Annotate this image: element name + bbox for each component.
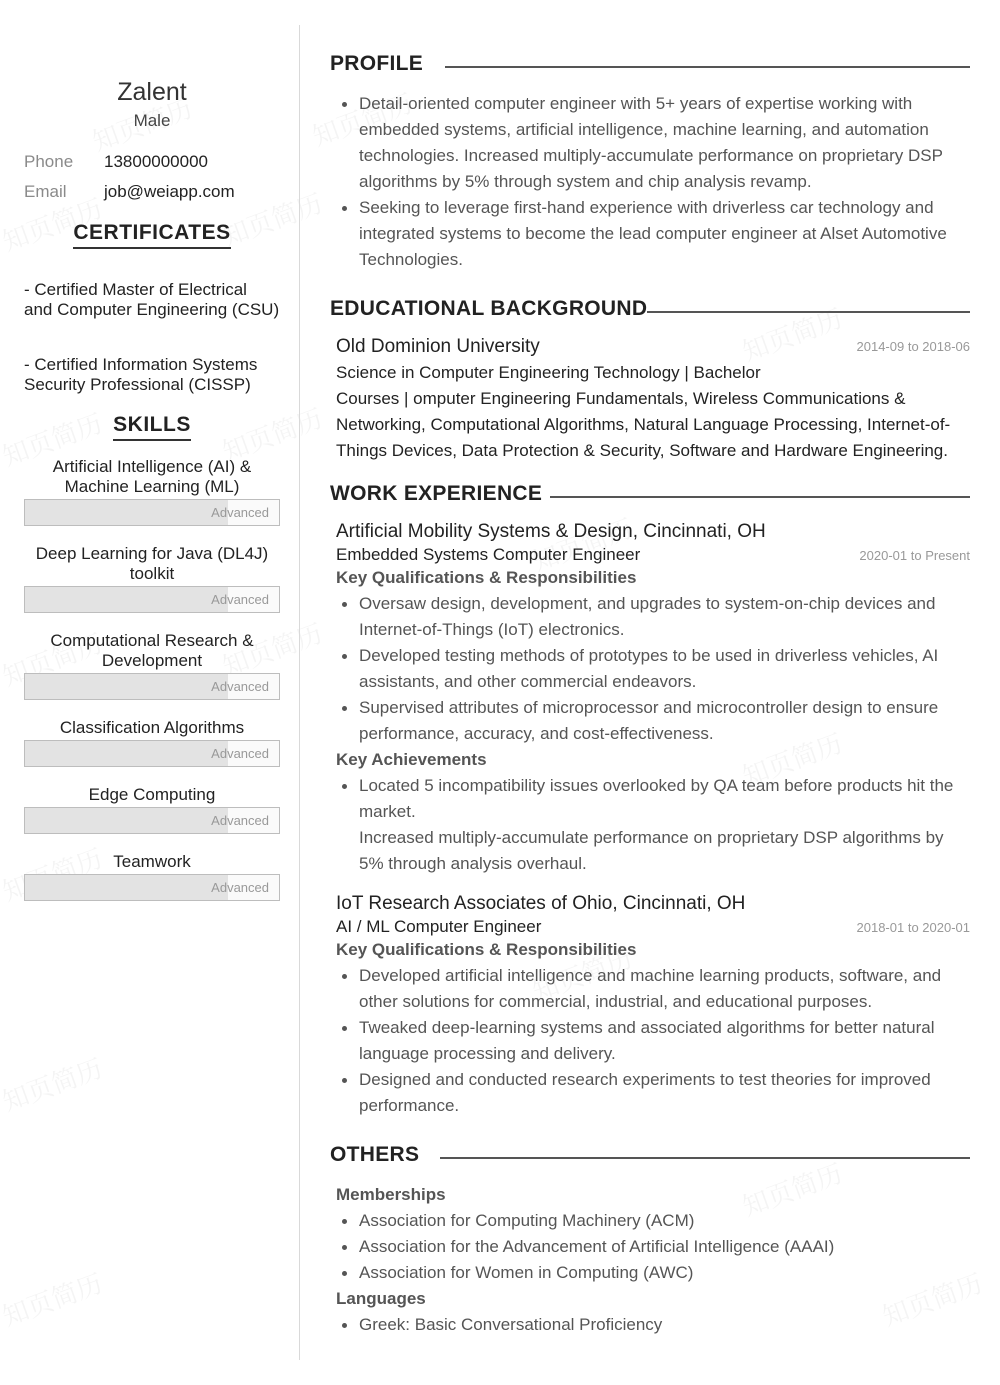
membership-bullet: Association for Women in Computing (AWC)	[336, 1260, 966, 1286]
work-heading: WORK EXPERIENCE	[330, 482, 543, 505]
responsibility-bullet: Oversaw design, development, and upgrades to system-on-chip devices and Internet-of-Things (IoT) electronics.	[336, 591, 966, 643]
certificate-item: - Certified Information Systems Security Professional (CISSP)	[24, 355, 258, 394]
skill-item	[24, 457, 280, 526]
phone-label: Phone	[24, 152, 74, 171]
skills-heading: SKILLS	[24, 412, 280, 441]
job-date: 2020-01 to Present	[859, 548, 970, 563]
responsibility-bullet: Developed testing methods of prototypes to be used in driverless vehicles, AI assistants, and other commercial endeavors.	[336, 643, 966, 695]
memberships-title: Memberships	[336, 1185, 446, 1204]
skill-bar-fill	[25, 587, 228, 612]
skill-item	[24, 544, 280, 613]
achievement-line: Increased multiply-accumulate performance on proprietary DSP algorithms by 5% through analysis overhaul.	[359, 828, 944, 873]
section-rule	[440, 1157, 970, 1159]
skill-item	[24, 631, 280, 700]
skill-bar-fill	[25, 500, 228, 525]
candidate-name: Zalent	[117, 78, 187, 106]
skill-bar-fill	[25, 741, 228, 766]
responsibilities-title: Key Qualifications & Responsibilities	[336, 568, 637, 587]
column-divider	[299, 25, 300, 1360]
section-rule	[445, 66, 970, 68]
skill-level: Advanced	[211, 746, 269, 761]
responsibility-bullet: Developed artificial intelligence and machine learning products, software, and other solutions for commercial, industrial, and educational purposes.	[336, 963, 966, 1015]
skill-bar-fill	[25, 875, 228, 900]
section-rule	[550, 496, 970, 498]
skill-bar-fill	[25, 808, 228, 833]
skill-bar	[24, 740, 280, 767]
section-rule	[645, 311, 970, 313]
education-heading: EDUCATIONAL BACKGROUND	[330, 297, 648, 320]
languages-list	[336, 1312, 966, 1338]
job-role: Embedded Systems Computer Engineer	[336, 545, 641, 564]
certificates-heading: CERTIFICATES	[24, 220, 280, 249]
job-company: IoT Research Associates of Ohio, Cincinnati, OH	[336, 893, 746, 914]
degree: Science in Computer Engineering Technology | Bachelor	[336, 363, 761, 382]
skill-level: Advanced	[211, 679, 269, 694]
skill-level: Advanced	[211, 592, 269, 607]
responsibilities-title: Key Qualifications & Responsibilities	[336, 940, 637, 959]
email-value: job@weiapp.com	[104, 182, 235, 201]
skill-name: Edge Computing	[88, 785, 216, 804]
membership-bullet: Association for Computing Machinery (ACM)	[336, 1208, 966, 1234]
others-heading: OTHERS	[330, 1143, 420, 1166]
skill-name: Classification Algorithms	[59, 718, 245, 737]
skill-bar	[24, 673, 280, 700]
membership-bullet: Association for the Advancement of Artificial Intelligence (AAAI)	[336, 1234, 966, 1260]
profile-bullet: Seeking to leverage first-hand experience with driverless car technology and integrated systems to become the lead computer engineer at Alset Automotive Technologies.	[336, 195, 966, 273]
responsibilities-list	[336, 591, 966, 747]
achievement-bullet: Located 5 incompatibility issues overlooked by QA team before products hit the market.	[336, 773, 966, 825]
watermark	[737, 298, 847, 368]
skill-item	[24, 852, 280, 901]
achievements-title: Key Achievements	[336, 750, 487, 769]
achievements-list	[336, 773, 966, 877]
skill-bar	[24, 874, 280, 901]
skill-name: Teamwork	[113, 852, 191, 871]
skill-item	[24, 718, 280, 767]
languages-title: Languages	[336, 1289, 426, 1308]
skill-bar	[24, 499, 280, 526]
email-label: Email	[24, 182, 67, 201]
profile-list	[336, 91, 966, 273]
job-company: Artificial Mobility Systems & Design, Cincinnati, OH	[336, 521, 766, 542]
responsibility-bullet: Supervised attributes of microprocessor and microcontroller design to ensure performance, accuracy, and cost-effectiveness.	[336, 695, 966, 747]
skill-bar	[24, 586, 280, 613]
skill-name: Deep Learning for Java (DL4J) toolkit	[35, 544, 269, 583]
phone-value: 13800000000	[104, 152, 209, 171]
job-role: AI / ML Computer Engineer	[336, 917, 542, 936]
skill-item	[24, 785, 280, 834]
sidebar	[0, 0, 300, 1385]
responsibility-bullet: Tweaked deep-learning systems and associated algorithms for better natural language processing and delivery.	[336, 1015, 966, 1067]
profile-bullet: Detail-oriented computer engineer with 5+ years of expertise working with embedded systems, artificial intelligence, machine learning, and automation technologies. Increased multiply-accumulate performance on proprietary DSP algorithms by 5% through system and chip analysis revamp.	[336, 91, 966, 195]
language-bullet: Greek: Basic Conversational Proficiency	[336, 1312, 966, 1338]
skill-name: Computational Research & Development	[50, 631, 254, 670]
skill-bar-fill	[25, 674, 228, 699]
skill-bar	[24, 807, 280, 834]
profile-heading: PROFILE	[330, 52, 424, 75]
responsibilities-list	[336, 963, 966, 1119]
education-date: 2014-09 to 2018-06	[856, 339, 970, 354]
job-date: 2018-01 to 2020-01	[856, 920, 970, 935]
certificate-item: - Certified Master of Electrical and Computer Engineering (CSU)	[24, 280, 280, 319]
courses: Courses | omputer Engineering Fundamentals, Wireless Communications & Networking, Computational Algorithms, Natural Language Processing, Internet-of-Things Devices, Data Protection & Security, Software and Hardware Engineering.	[336, 389, 951, 460]
skill-level: Advanced	[211, 813, 269, 828]
responsibility-bullet: Designed and conducted research experiments to test theories for improved performance.	[336, 1067, 966, 1119]
school-name: Old Dominion University	[336, 336, 540, 357]
skill-name: Artificial Intelligence (AI) & Machine Learning (ML)	[52, 457, 252, 496]
skill-level: Advanced	[211, 880, 269, 895]
memberships-list	[336, 1208, 966, 1286]
skill-level: Advanced	[211, 505, 269, 520]
candidate-gender: Male	[133, 111, 171, 130]
